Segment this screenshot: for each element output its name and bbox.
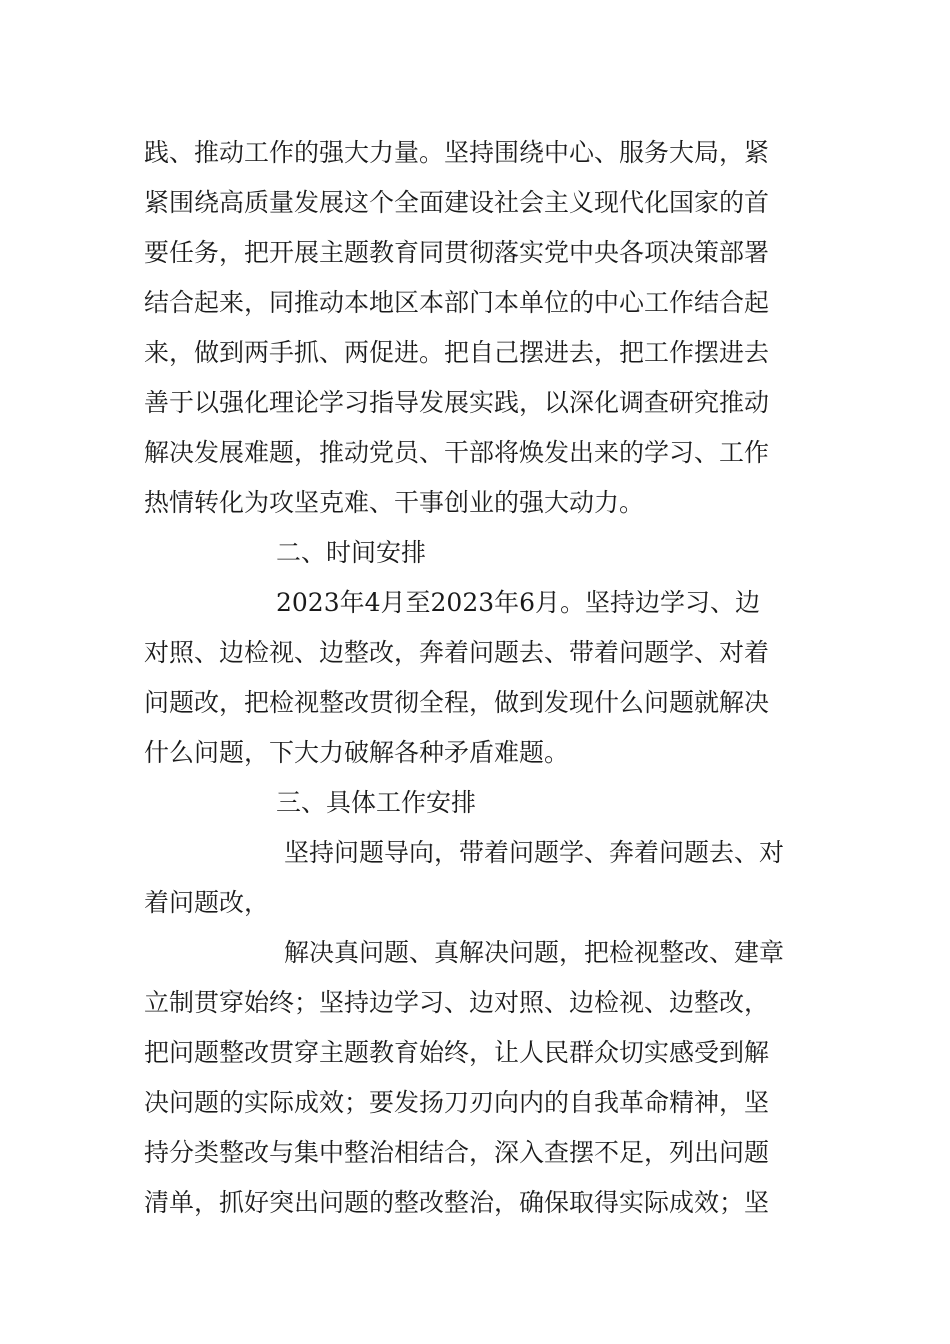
paragraph-line: 2023年4月至2023年6月。坚持边学习、边 <box>276 588 761 617</box>
paragraph-line: 问题改，把检视整改贯彻全程，做到发现什么问题就解决 <box>144 688 770 717</box>
paragraph-line: 来，做到两手抓、两促进。把自己摆进去，把工作摆进去 <box>144 338 770 367</box>
paragraph-line: 对照、边检视、边整改，奔着问题去、带着问题学、对着 <box>144 638 770 667</box>
section-heading-time-schedule: 二、时间安排 <box>276 538 427 567</box>
paragraph-line: 立制贯穿始终；坚持边学习、边对照、边检视、边整改， <box>144 988 770 1017</box>
paragraph-line: 清单，抓好突出问题的整改整治，确保取得实际成效；坚 <box>144 1188 770 1217</box>
paragraph-line: 解决发展难题，推动党员、干部将焕发出来的学习、工作 <box>144 438 770 467</box>
paragraph-line: 什么问题，下大力破解各种矛盾难题。 <box>144 738 570 767</box>
paragraph-line: 着问题改， <box>144 888 270 917</box>
paragraph-line: 把问题整改贯穿主题教育始终，让人民群众切实感受到解 <box>144 1038 770 1067</box>
paragraph-line: 善于以强化理论学习指导发展实践，以深化调查研究推动 <box>144 388 770 417</box>
paragraph-line: 结合起来，同推动本地区本部门本单位的中心工作结合起 <box>144 288 770 317</box>
paragraph-line: 热情转化为攻坚克难、干事创业的强大动力。 <box>144 488 645 517</box>
paragraph-line: 持分类整改与集中整治相结合，深入查摆不足，列出问题 <box>144 1138 770 1167</box>
paragraph-line: 解决真问题、真解决问题，把检视整改、建章 <box>284 938 785 967</box>
paragraph-line: 践、推动工作的强大力量。坚持围绕中心、服务大局，紧 <box>144 138 770 167</box>
paragraph-line: 紧围绕高质量发展这个全面建设社会主义现代化国家的首 <box>144 188 770 217</box>
paragraph-line: 要任务，把开展主题教育同贯彻落实党中央各项决策部署 <box>144 238 770 267</box>
paragraph-line: 决问题的实际成效；要发扬刀刃向内的自我革命精神，坚 <box>144 1088 770 1117</box>
paragraph-line: 坚持问题导向，带着问题学、奔着问题去、对 <box>284 838 785 867</box>
section-heading-work-arrangement: 三、具体工作安排 <box>276 788 477 817</box>
document-body <box>144 128 808 1228</box>
